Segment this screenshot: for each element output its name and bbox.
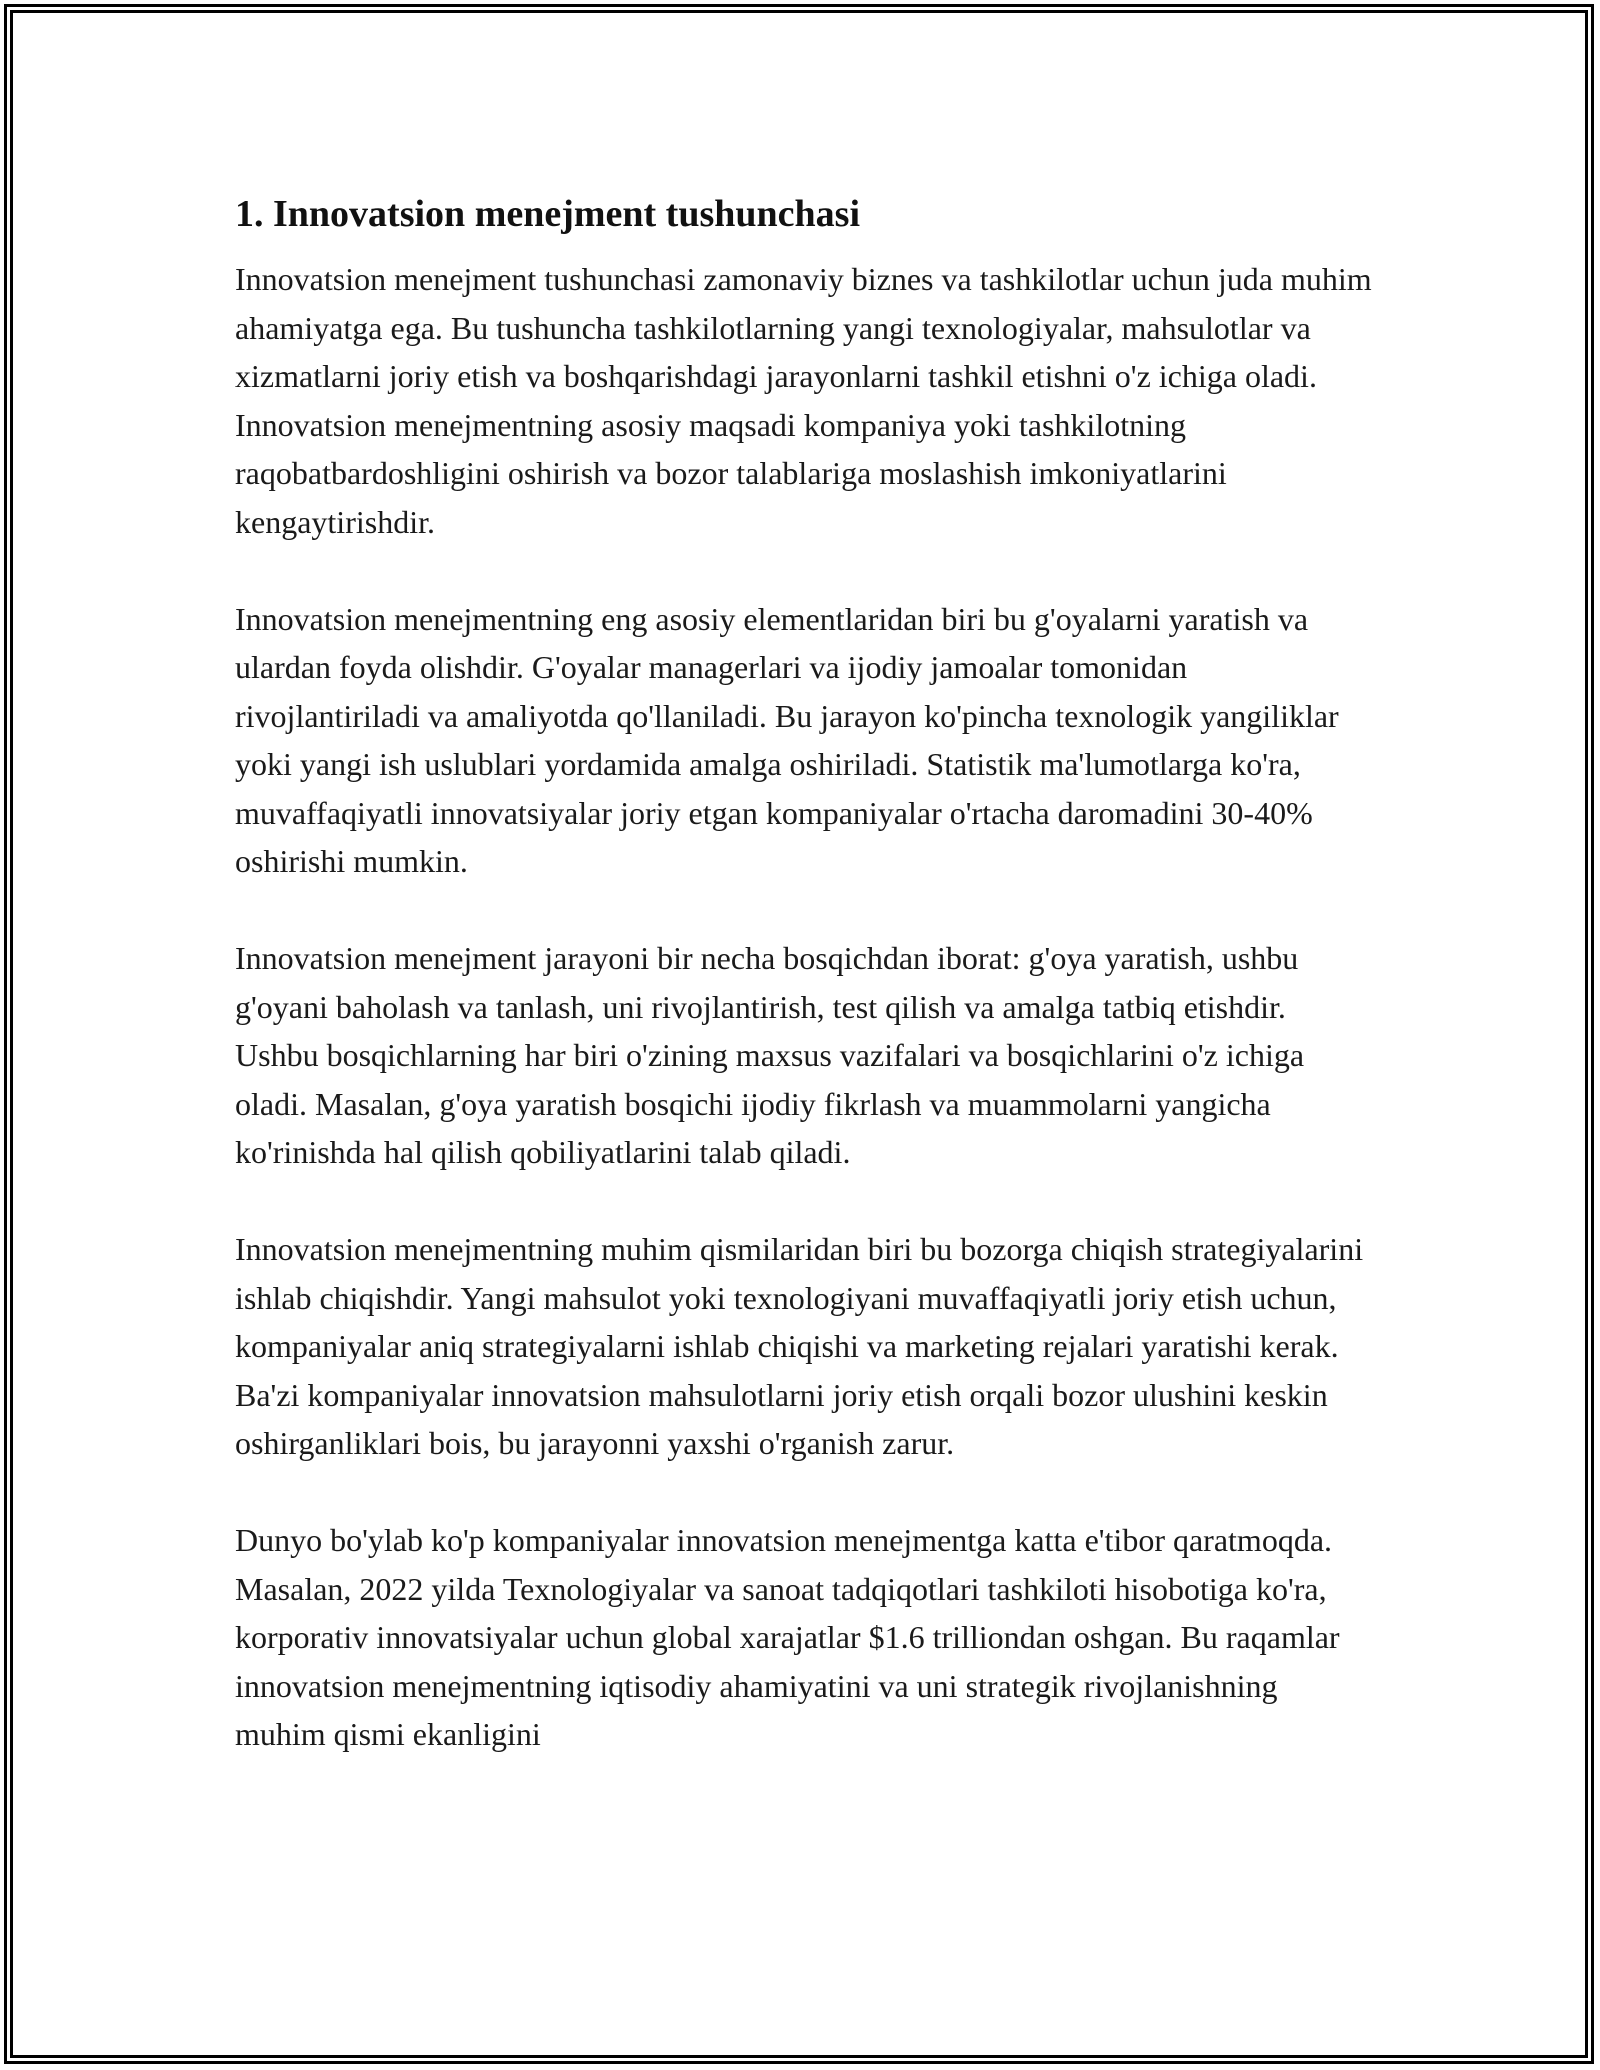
paragraph-3: Innovatsion menejment jarayoni bir necha bosqichdan iborat: g'oya yaratish, ushbu g'oyani baholash va tanlash, uni rivojlantirish, test qilish va amalga tatbiq etishdir. Ushbu bosqichlarning har biri o'zining maxsus vazifalari va bosqichlarini o'z ichiga oladi. Masalan, g'oya yaratish bosqichi ijodiy fikrlash va muammolarni yangicha ko'rinishda hal qilish qobiliyatlarini talab qiladi. xyxy=(235,940,1305,1170)
paragraph-4: Innovatsion menejmentning muhim qismilaridan biri bu bozorga chiqish strategiyalarini ishlab chiqishdir. Yangi mahsulot yoki texnologiyani muvaffaqiyatli joriy etish uchun, kompaniyalar aniq strategiyalarni ishlab chiqishi va marketing rejalari yaratishi kerak. Ba'zi kompaniyalar innovatsion mahsulotlarni joriy etish orqali bozor ulushini keskin oshirganliklari bois, bu jarayonni yaxshi o'rganish zarur. xyxy=(235,1231,1364,1461)
paragraph-2: Innovatsion menejmentning eng asosiy elementlaridan biri bu g'oyalarni yaratish va ulardan foyda olishdir. G'oyalar managerlari va ijodiy jamoalar tomonidan rivojlantiriladi va amaliyotda qo'llaniladi. Bu jarayon ko'pincha texnologik yangiliklar yoki yangi ish uslublari yordamida amalga oshiriladi. Statistik ma'lumotlarga ko'ra, muvaffaqiyatli innovatsiyalar joriy etgan kompaniyalar o'rtacha daromadini 30-40% oshirishi mumkin. xyxy=(235,600,1339,879)
paragraph-1: Innovatsion menejment tushunchasi zamonaviy biznes va tashkilotlar uchun juda muhim ahamiyatga ega. Bu tushuncha tashkilotlarning yangi texnologiyalar, mahsulotlar va xizmatlarni joriy etish va boshqarishdagi jarayonlarni tashkil etishni o'z ichiga oladi. Innovatsion menejmentning asosiy maqsadi kompaniya yoki tashkilotning raqobatbardoshligini oshirish va bozor talablariga moslashish imkoniyatlarini kengaytirishdir. xyxy=(235,261,1372,540)
section-heading: 1. Innovatsion menejment tushunchasi xyxy=(235,193,860,235)
document-body xyxy=(235,185,1375,1807)
paragraph-5: Dunyo bo'ylab ko'p kompaniyalar innovatsion menejmentga katta e'tibor qaratmoqda. Masalan, 2022 yilda Texnologiyalar va sanoat tadqiqotlari tashkiloti hisobotiga ko'ra, korporativ innovatsiyalar uchun global xarajatlar $1.6 trilliondan oshgan. Bu raqamlar innovatsion menejmentning iqtisodiy ahamiyatini va uni strategik rivojlanishning muhim qismi ekanligini xyxy=(235,1522,1340,1752)
